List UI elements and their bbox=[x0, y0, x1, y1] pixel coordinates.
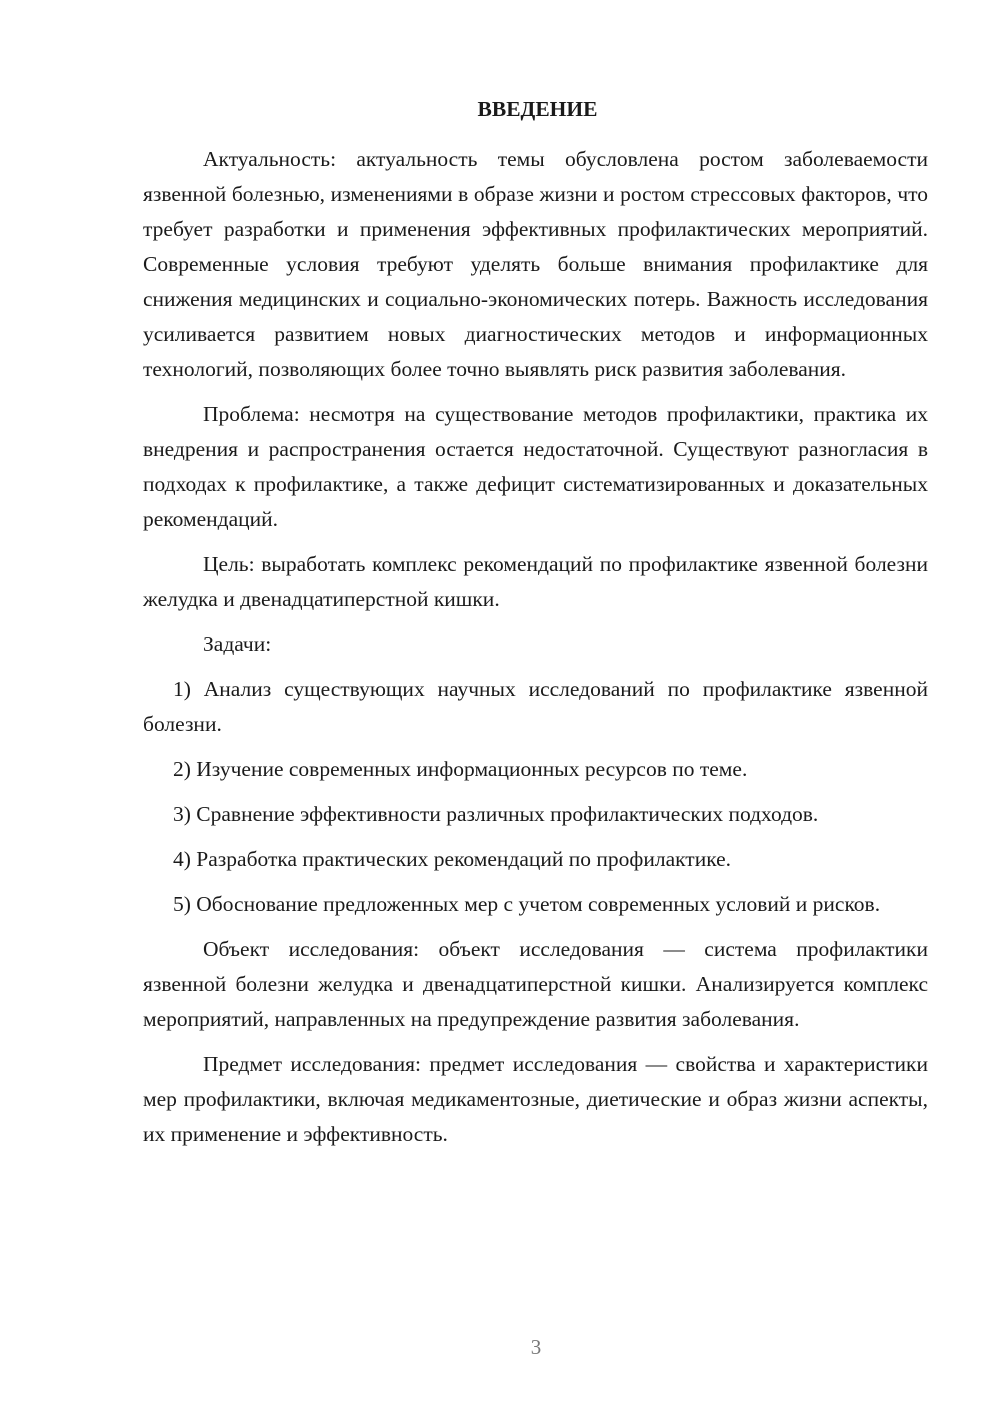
task-item: 1) Анализ существующих научных исследований по профилактике язвенной болезни. bbox=[143, 677, 928, 736]
task-item: 5) Обоснование предложенных мер с учетом современных условий и рисков. bbox=[173, 892, 881, 916]
task-item: 3) Сравнение эффективности различных профилактических подходов. bbox=[173, 802, 819, 826]
tasks-heading: Задачи: bbox=[203, 632, 272, 656]
paragraph-relevance: Актуальность: актуальность темы обусловлена ростом заболеваемости язвенной болезнью, изменениями в образе жизни и ростом стрессовых факторов, что требует разработки и применения эффективных профилактических мероприятий. Современные условия требуют уделять больше внимания профилактике для снижения медицинских и социально-экономических потерь. Важность исследования усиливается развитием новых диагностических методов и информационных технологий, позволяющих более точно выявлять риск развития заболевания. bbox=[143, 147, 928, 381]
paragraph-subject: Предмет исследования: предмет исследования — свойства и характеристики мер профилактики, включая медикаментозные, диетические и образ жизни аспекты, их применение и эффективность. bbox=[143, 1052, 928, 1146]
paragraph-goal: Цель: выработать комплекс рекомендаций по профилактике язвенной болезни желудка и двенадцатиперстной кишки. bbox=[143, 552, 928, 611]
section-title: ВВЕДЕНИЕ bbox=[477, 97, 598, 121]
paragraph-problem: Проблема: несмотря на существование методов профилактики, практика их внедрения и распространения остается недостаточной. Существуют разногласия в подходах к профилактике, а также дефицит систематизированных и доказательных рекомендаций. bbox=[143, 402, 928, 531]
paragraph-object: Объект исследования: объект исследования — система профилактики язвенной болезни желудка и двенадцатиперстной кишки. Анализируется комплекс мероприятий, направленных на предупреждение развития заболевания. bbox=[143, 937, 928, 1031]
task-item: 4) Разработка практических рекомендаций по профилактике. bbox=[173, 847, 732, 871]
page-number: 3 bbox=[530, 1335, 542, 1359]
task-item: 2) Изучение современных информационных ресурсов по теме. bbox=[173, 757, 748, 781]
document-page bbox=[143, 92, 928, 1162]
